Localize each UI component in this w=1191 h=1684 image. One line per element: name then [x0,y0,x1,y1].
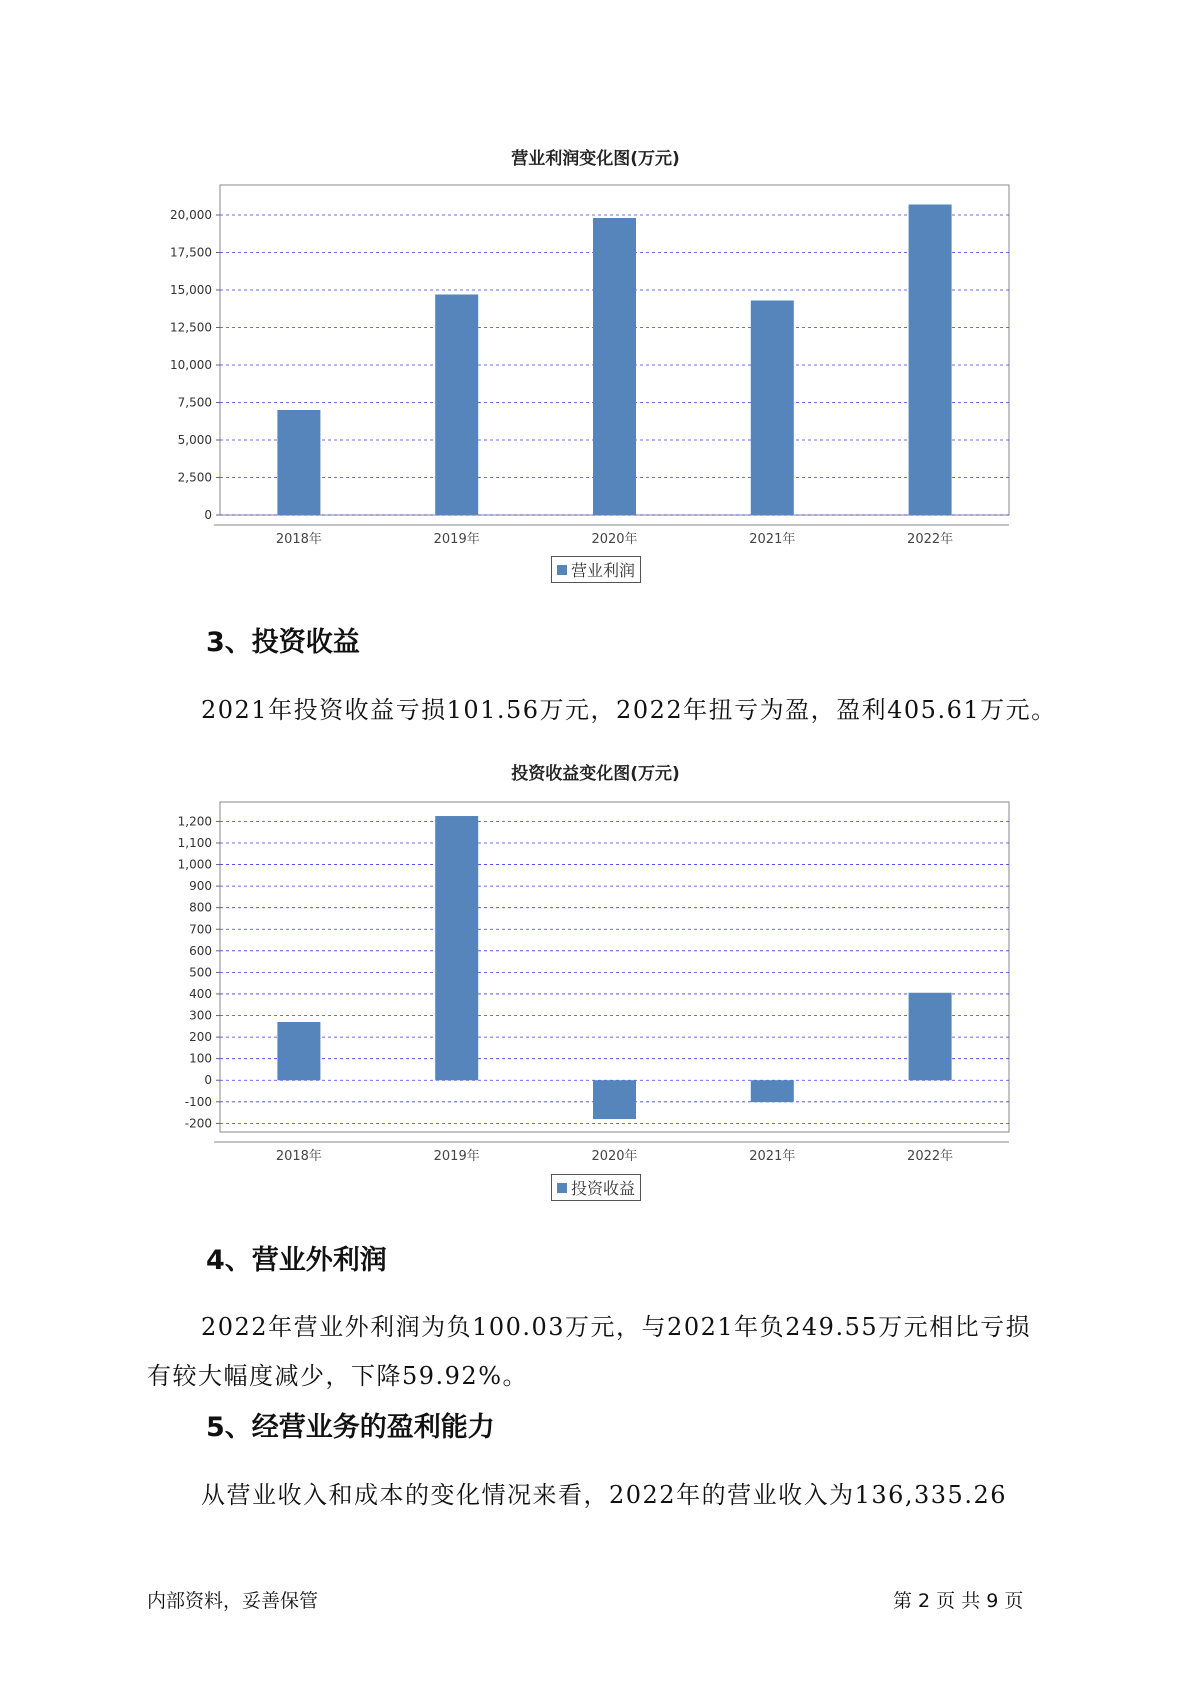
section3-text: 2021年投资收益亏损101.56万元，2022年扭亏为盈，盈利405.61万元。 [201,696,1057,724]
y-tick-label: -200 [184,1116,212,1131]
chart2-legend [551,1174,641,1201]
y-tick-label: 1,100 [177,835,212,850]
y-tick-label: 300 [189,1008,212,1023]
investment-income-chart [0,790,1191,1190]
chart1-legend-label: 营业利润 [571,561,636,580]
y-tick-label: 0 [204,1073,212,1088]
y-tick-label: 2,500 [177,470,212,485]
section4-heading: 4、营业外利润 [206,1245,387,1276]
x-tick-label: 2022年 [907,532,954,547]
x-tick-label: 2022年 [907,1149,954,1164]
y-tick-label: 1,200 [177,814,212,829]
bar [435,295,478,516]
y-tick-label: 700 [189,922,212,937]
bar [909,205,952,516]
section5-heading: 5、经营业务的盈利能力 [206,1412,495,1443]
chart2-legend-label: 投资收益 [571,1179,636,1198]
y-tick-label: 10,000 [170,358,212,372]
y-tick-label: 15,000 [170,283,212,297]
x-tick-label: 2019年 [433,532,480,547]
legend-swatch [557,1183,567,1193]
y-tick-label: 600 [189,943,212,958]
footer-note: 内部资料，妥善保管 [147,1590,319,1612]
chart1-legend [551,556,641,583]
y-tick-label: 500 [189,965,212,980]
x-tick-label: 2020年 [591,1149,638,1164]
x-tick-label: 2018年 [275,1149,322,1164]
x-tick-label: 2020年 [591,532,638,547]
page-number: 第 2 页 共 9 页 [893,1590,1024,1612]
y-tick-label: 5,000 [177,433,212,447]
chart2-title: 投资收益变化图(万元) [511,764,680,784]
section4-text-line2: 有较大幅度减少，下降59.92%。 [147,1362,529,1390]
x-tick-label: 2021年 [749,1149,796,1164]
section4-text-line1: 2022年营业外利润为负100.03万元，与2021年负249.55万元相比亏损 [201,1313,1032,1341]
y-tick-label: 0 [204,508,212,522]
y-tick-label: 400 [189,986,212,1001]
x-tick-label: 2021年 [749,532,796,547]
y-tick-label: 7,500 [177,395,212,410]
bar [277,410,320,515]
y-tick-label: 800 [189,900,212,915]
y-tick-label: -100 [184,1094,212,1109]
chart1-title: 营业利润变化图(万元) [511,149,680,169]
bar [277,1022,320,1080]
y-tick-label: 17,500 [170,245,212,260]
y-tick-label: 1,000 [177,857,212,872]
y-tick-label: 200 [189,1030,212,1045]
bar [751,301,794,516]
bar [751,1080,794,1102]
section5-text: 从营业收入和成本的变化情况来看，2022年的营业收入为136,335.26 [201,1481,1007,1509]
legend-swatch [557,565,567,575]
x-tick-label: 2019年 [433,1149,480,1164]
y-tick-label: 100 [189,1051,212,1066]
y-tick-label: 900 [189,879,212,894]
y-tick-label: 20,000 [170,208,212,222]
bar [909,993,952,1080]
y-tick-label: 12,500 [170,320,212,335]
bar [593,218,636,515]
operating-profit-chart [0,175,1191,575]
section3-heading: 3、投资收益 [206,627,360,658]
x-tick-label: 2018年 [275,532,322,547]
bar [593,1080,636,1119]
bar [435,816,478,1080]
